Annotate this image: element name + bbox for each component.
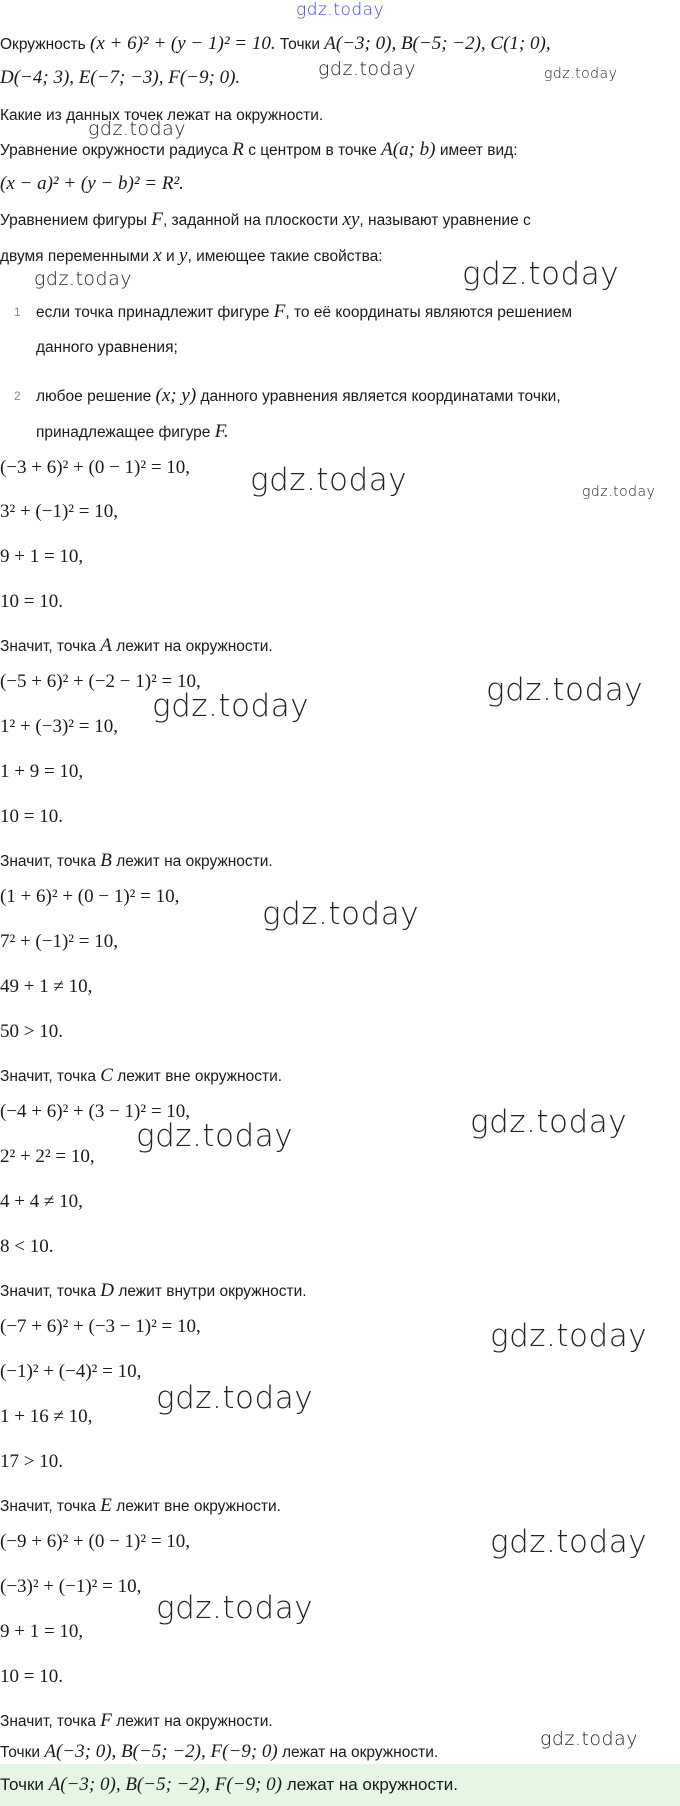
point-symbol: D	[100, 1280, 114, 1301]
problem-label: Окружность	[0, 36, 86, 53]
calc-line: 17 > 10.	[0, 1451, 63, 1472]
conclusion-text: Значит, точка	[0, 1068, 96, 1085]
points-line-1: A(−3; 0), B(−5; −2), C(1; 0),	[324, 33, 551, 54]
calc-line: 10 = 10.	[0, 806, 63, 827]
solution-pair: (x; y)	[155, 385, 197, 406]
answer-label: лежат на окружности.	[286, 1775, 458, 1794]
calc-line: 9 + 1 = 10,	[0, 546, 84, 567]
calc-line: 4 + 4 ≠ 10,	[0, 1191, 83, 1212]
conclusion-text: лежит на окружности.	[116, 853, 273, 870]
conclusion-text: лежит вне окружности.	[117, 1068, 283, 1085]
point-symbol: B	[100, 850, 112, 871]
watermark: gdz.today	[136, 1118, 294, 1154]
watermark: gdz.today	[462, 256, 620, 292]
points-line-2: D(−4; 3), E(−7; −3), F(−9; 0).	[0, 67, 241, 88]
theory-text: , имеющее такие свойства:	[187, 248, 383, 265]
watermark: gdz.today	[152, 688, 310, 724]
conclusion-text: лежит на окружности.	[116, 638, 273, 655]
definition-line-2	[0, 244, 383, 269]
watermark: gdz.today	[34, 268, 132, 290]
theory-text: двумя переменными	[0, 248, 149, 265]
calc-line: 1 + 16 ≠ 10,	[0, 1406, 93, 1427]
conclusion-text: Значит, точка	[0, 1713, 96, 1730]
check-conclusion	[0, 1279, 307, 1304]
watermark: gdz.today	[582, 484, 656, 500]
watermark: gdz.today	[540, 1728, 638, 1750]
general-equation: (x − a)² + (y − b)² = R².	[0, 173, 184, 194]
conclusion-text: лежит вне окружности.	[116, 1498, 281, 1515]
answer-box	[0, 1764, 680, 1806]
calc-line: 10 = 10.	[0, 591, 63, 612]
check-conclusion	[0, 1494, 281, 1519]
conclusion-text: лежат на окружности.	[282, 1744, 439, 1761]
var-y: y	[179, 245, 188, 266]
calc-line: 10 = 10.	[0, 1666, 63, 1687]
theory-text: , то её координаты являются решением	[285, 304, 573, 321]
calc-line: (−4 + 6)² + (3 − 1)² = 10,	[0, 1101, 191, 1122]
answer-label: Точки	[0, 1775, 44, 1794]
calc-line: 2² + 2² = 10,	[0, 1146, 95, 1167]
circle-equation: (x + 6)² + (y − 1)² = 10.	[90, 33, 276, 54]
calc-line: 9 + 1 = 10,	[0, 1621, 84, 1642]
figure-symbol: F.	[214, 421, 229, 442]
theory-text: с центром в точке	[248, 142, 377, 159]
check-conclusion	[0, 1064, 282, 1089]
watermark: gdz.today	[156, 1590, 314, 1626]
calc-line: 49 + 1 ≠ 10,	[0, 976, 93, 997]
problem-line-2	[0, 66, 240, 91]
theory-text: Уравнением фигуры	[0, 212, 148, 229]
point-symbol: C	[100, 1065, 113, 1086]
list-number-2: 2	[14, 389, 21, 403]
calc-line: 8 < 10.	[0, 1236, 54, 1257]
center-point: A(a; b)	[381, 139, 436, 160]
calc-line: (−5 + 6)² + (−2 − 1)² = 10,	[0, 671, 201, 692]
calc-line: (−9 + 6)² + (0 − 1)² = 10,	[0, 1531, 191, 1552]
calc-line: (−3 + 6)² + (0 − 1)² = 10,	[0, 457, 191, 478]
list-number-1: 1	[14, 305, 21, 319]
conclusion-text: Значит, точка	[0, 1283, 96, 1300]
watermark: gdz.today	[486, 672, 644, 708]
watermark: gdz.today	[490, 1524, 648, 1560]
calc-line: 7² + (−1)² = 10,	[0, 931, 118, 952]
property-1-line-1	[36, 300, 572, 325]
figure-symbol: F	[151, 209, 163, 230]
check-conclusion	[0, 634, 273, 659]
calc-line: 50 > 10.	[0, 1021, 63, 1042]
conclusion-text: Значит, точка	[0, 853, 96, 870]
calc-line: 1² + (−3)² = 10,	[0, 716, 118, 737]
var-x: x	[153, 245, 162, 266]
final-conclusion	[0, 1740, 438, 1765]
plane-symbol: xy	[342, 209, 360, 230]
check-conclusion	[0, 1709, 273, 1734]
theory-text: имеет вид:	[439, 142, 518, 159]
points-intro: Точки	[279, 36, 320, 53]
theory-text: и	[166, 248, 175, 265]
theory-text: принадлежащее фигуре	[36, 424, 211, 441]
watermark: gdz.today	[544, 66, 618, 82]
watermark: gdz.today	[156, 1380, 314, 1416]
problem-question: Какие из данных точек лежат на окружности.	[0, 107, 324, 124]
theory-text: данного уравнения является координатами точки,	[200, 388, 561, 405]
problem-line-1	[0, 32, 551, 57]
points-list: A(−3; 0), B(−5; −2), F(−9; 0)	[44, 1741, 278, 1762]
calc-line: (−7 + 6)² + (−3 − 1)² = 10,	[0, 1316, 201, 1337]
calc-line: 3² + (−1)² = 10,	[0, 501, 118, 522]
theory-text: , заданной на плоскости	[162, 212, 339, 229]
check-conclusion	[0, 849, 273, 874]
theory-text: если точка принадлежит фигуре	[36, 304, 270, 321]
property-2-line-1	[36, 384, 561, 409]
watermark: gdz.today	[470, 1104, 628, 1140]
property-2-line-2	[36, 420, 229, 445]
point-symbol: A	[100, 635, 112, 656]
conclusion-text: Значит, точка	[0, 1498, 96, 1515]
radius-symbol: R	[232, 139, 244, 160]
theory-line-1	[0, 138, 518, 163]
theory-text: , называют уравнение с	[359, 212, 531, 229]
answer-points: A(−3; 0), B(−5; −2), F(−9; 0)	[48, 1774, 282, 1795]
property-1-line-2: данного уравнения;	[36, 339, 178, 356]
watermark: gdz.today	[490, 1318, 648, 1354]
calc-line: (1 + 6)² + (0 − 1)² = 10,	[0, 886, 180, 907]
watermark: gdz.today	[318, 58, 416, 80]
calc-line: 1 + 9 = 10,	[0, 761, 84, 782]
calc-line: (−1)² + (−4)² = 10,	[0, 1361, 142, 1382]
conclusion-text: лежит внутри окружности.	[118, 1283, 307, 1300]
theory-text: любое решение	[36, 388, 152, 405]
theory-text: Уравнение окружности радиуса	[0, 142, 228, 159]
conclusion-text: лежит на окружности.	[116, 1713, 273, 1730]
header-watermark: gdz.today	[296, 0, 385, 20]
watermark: gdz.today	[250, 462, 408, 498]
point-symbol: E	[100, 1495, 112, 1516]
conclusion-text: Точки	[0, 1744, 41, 1761]
conclusion-text: Значит, точка	[0, 638, 96, 655]
point-symbol: F	[100, 1710, 112, 1731]
watermark: gdz.today	[88, 118, 186, 140]
watermark: gdz.today	[262, 896, 420, 932]
definition-line-1	[0, 208, 531, 233]
answer-text	[0, 1773, 458, 1797]
calc-line: (−3)² + (−1)² = 10,	[0, 1576, 142, 1597]
figure-symbol: F	[273, 301, 286, 322]
